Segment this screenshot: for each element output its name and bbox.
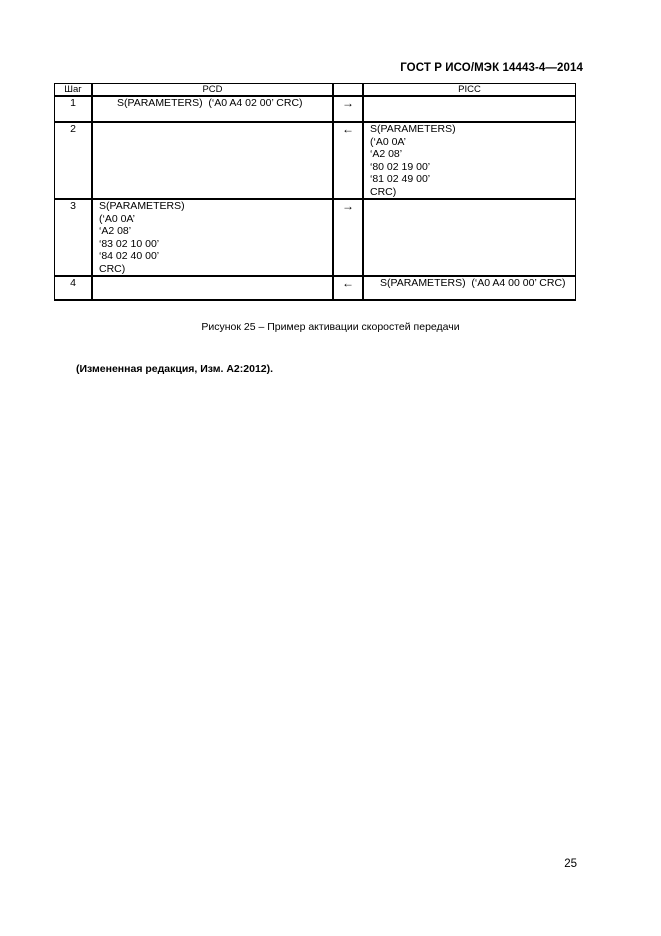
- column-header-pcd: PCD: [92, 84, 333, 97]
- pcd-line: S(PARAMETERS) (‘A0 A4 02 00’ CRC): [117, 97, 303, 109]
- picc-line: (‘A0 0A’: [370, 135, 406, 148]
- table-row: [55, 199, 576, 276]
- table-row: [55, 96, 576, 122]
- pcd-line: ‘84 02 40 00’: [99, 250, 160, 262]
- pcd-cell: [92, 199, 333, 276]
- column-header-direction: [333, 84, 363, 97]
- column-header-step: Шаг: [55, 84, 93, 97]
- picc-line: ‘A2 08’: [370, 148, 403, 160]
- amendment-note: (Измененная редакция, Изм. А2:2012).: [76, 363, 274, 375]
- pcd-cell: [92, 276, 333, 300]
- picc-line: ‘80 02 19 00’: [370, 160, 431, 173]
- document-header: ГОСТ Р ИСО/МЭК 14443-4—2014: [400, 62, 583, 74]
- picc-line: S(PARAMETERS) (‘A0 A4 00 00’ CRC): [380, 277, 566, 289]
- pcd-cell: [92, 96, 333, 122]
- parameters-exchange-table: [54, 83, 576, 301]
- direction-arrow: ←: [333, 122, 363, 199]
- pcd-line: (‘A0 0A’: [99, 212, 135, 225]
- picc-cell: [363, 199, 576, 276]
- picc-cell: [363, 276, 576, 300]
- table-row: [55, 122, 576, 199]
- step-cell: 2: [55, 122, 93, 199]
- picc-cell: [363, 122, 576, 199]
- direction-arrow: →: [333, 96, 363, 122]
- direction-arrow: ←: [333, 276, 363, 300]
- column-header-picc: PICC: [363, 84, 576, 97]
- pcd-line: ‘83 02 10 00’: [99, 237, 160, 250]
- pcd-cell: [92, 122, 333, 199]
- step-cell: 1: [55, 96, 93, 122]
- page-number: 25: [564, 858, 577, 870]
- pcd-line: ‘A2 08’: [99, 225, 132, 237]
- figure-caption: Рисунок 25 – Пример активации скоростей передачи: [201, 321, 460, 333]
- picc-line: S(PARAMETERS): [370, 123, 456, 135]
- table-row: [55, 276, 576, 300]
- direction-arrow: →: [333, 199, 363, 276]
- pcd-line: CRC): [99, 262, 126, 275]
- table-header-row: [55, 84, 576, 97]
- pcd-line: S(PARAMETERS): [99, 200, 185, 212]
- step-cell: 4: [55, 276, 93, 300]
- picc-cell: [363, 96, 576, 122]
- picc-line: ‘81 02 49 00’: [370, 173, 431, 185]
- picc-line: CRC): [370, 185, 397, 198]
- step-cell: 3: [55, 199, 93, 276]
